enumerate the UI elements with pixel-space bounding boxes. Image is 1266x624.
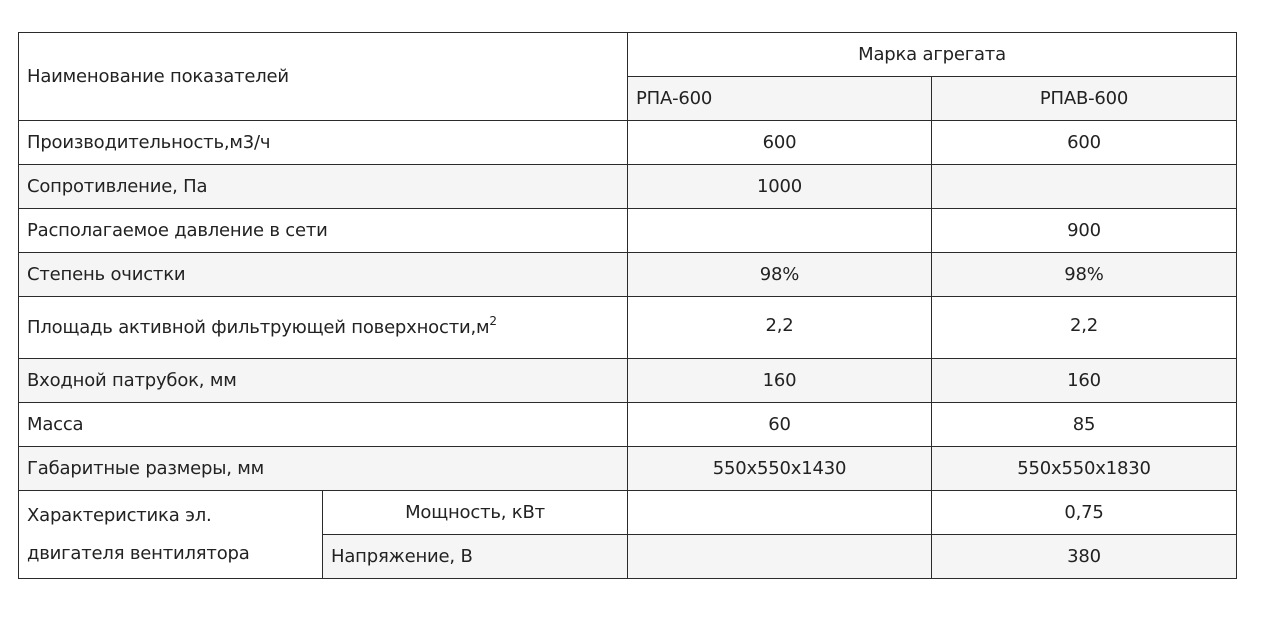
value-rpav: 380	[932, 535, 1237, 579]
value-rpa	[628, 491, 932, 535]
value-rpav: 85	[932, 403, 1237, 447]
brand-group-header-label: Марка агрегата	[858, 44, 1006, 65]
value-rpav: 98%	[932, 253, 1237, 297]
motor-row-power	[19, 491, 1237, 535]
row-label: Степень очистки	[19, 253, 628, 297]
model-header-rpa	[628, 77, 932, 121]
table-row	[19, 165, 1237, 209]
motor-label-line-2: двигателя вентилятора	[27, 542, 250, 564]
value-rpav: 160	[932, 359, 1237, 403]
brand-group-header-cell	[628, 33, 1237, 77]
model-label-rpa: РПА-600	[636, 88, 713, 109]
header-row-1	[19, 33, 1237, 77]
table-row	[19, 297, 1237, 359]
value-rpa: 160	[628, 359, 932, 403]
table-row	[19, 447, 1237, 491]
superscript-exponent: 2	[489, 314, 497, 328]
indicator-header-label: Наименование показателей	[27, 66, 289, 87]
specifications-table	[18, 32, 1237, 579]
value-rpa: 1000	[628, 165, 932, 209]
table-row	[19, 253, 1237, 297]
row-label-text: Площадь активной фильтрующей поверхности,м	[27, 317, 490, 338]
row-label: Сопротивление, Па	[19, 165, 628, 209]
row-label: Производительность,м3/ч	[19, 121, 628, 165]
row-label: Габаритные размеры, мм	[19, 447, 628, 491]
table-row	[19, 121, 1237, 165]
indicator-header-cell	[19, 33, 628, 121]
value-rpa	[628, 535, 932, 579]
row-label: Входной патрубок, мм	[19, 359, 628, 403]
table-row	[19, 209, 1237, 253]
motor-group-label	[19, 491, 323, 579]
value-rpav: 2,2	[932, 297, 1237, 359]
value-rpa: 2,2	[628, 297, 932, 359]
value-rpav: 0,75	[932, 491, 1237, 535]
row-label: Масса	[19, 403, 628, 447]
row-label	[19, 297, 628, 359]
value-rpav: 600	[932, 121, 1237, 165]
motor-label-line-1: Характеристика эл.	[27, 504, 212, 526]
model-header-rpav	[932, 77, 1237, 121]
motor-sub-label: Мощность, кВт	[323, 491, 628, 535]
motor-sub-label: Напряжение, В	[323, 535, 628, 579]
value-rpa: 98%	[628, 253, 932, 297]
table-row	[19, 403, 1237, 447]
value-rpa: 550x550x1430	[628, 447, 932, 491]
value-rpa: 60	[628, 403, 932, 447]
value-rpav	[932, 165, 1237, 209]
row-label: Располагаемое давление в сети	[19, 209, 628, 253]
value-rpa	[628, 209, 932, 253]
model-label-rpav: РПАВ-600	[1039, 88, 1129, 109]
value-rpav: 900	[932, 209, 1237, 253]
value-rpa: 600	[628, 121, 932, 165]
table-row	[19, 359, 1237, 403]
value-rpav: 550x550x1830	[932, 447, 1237, 491]
